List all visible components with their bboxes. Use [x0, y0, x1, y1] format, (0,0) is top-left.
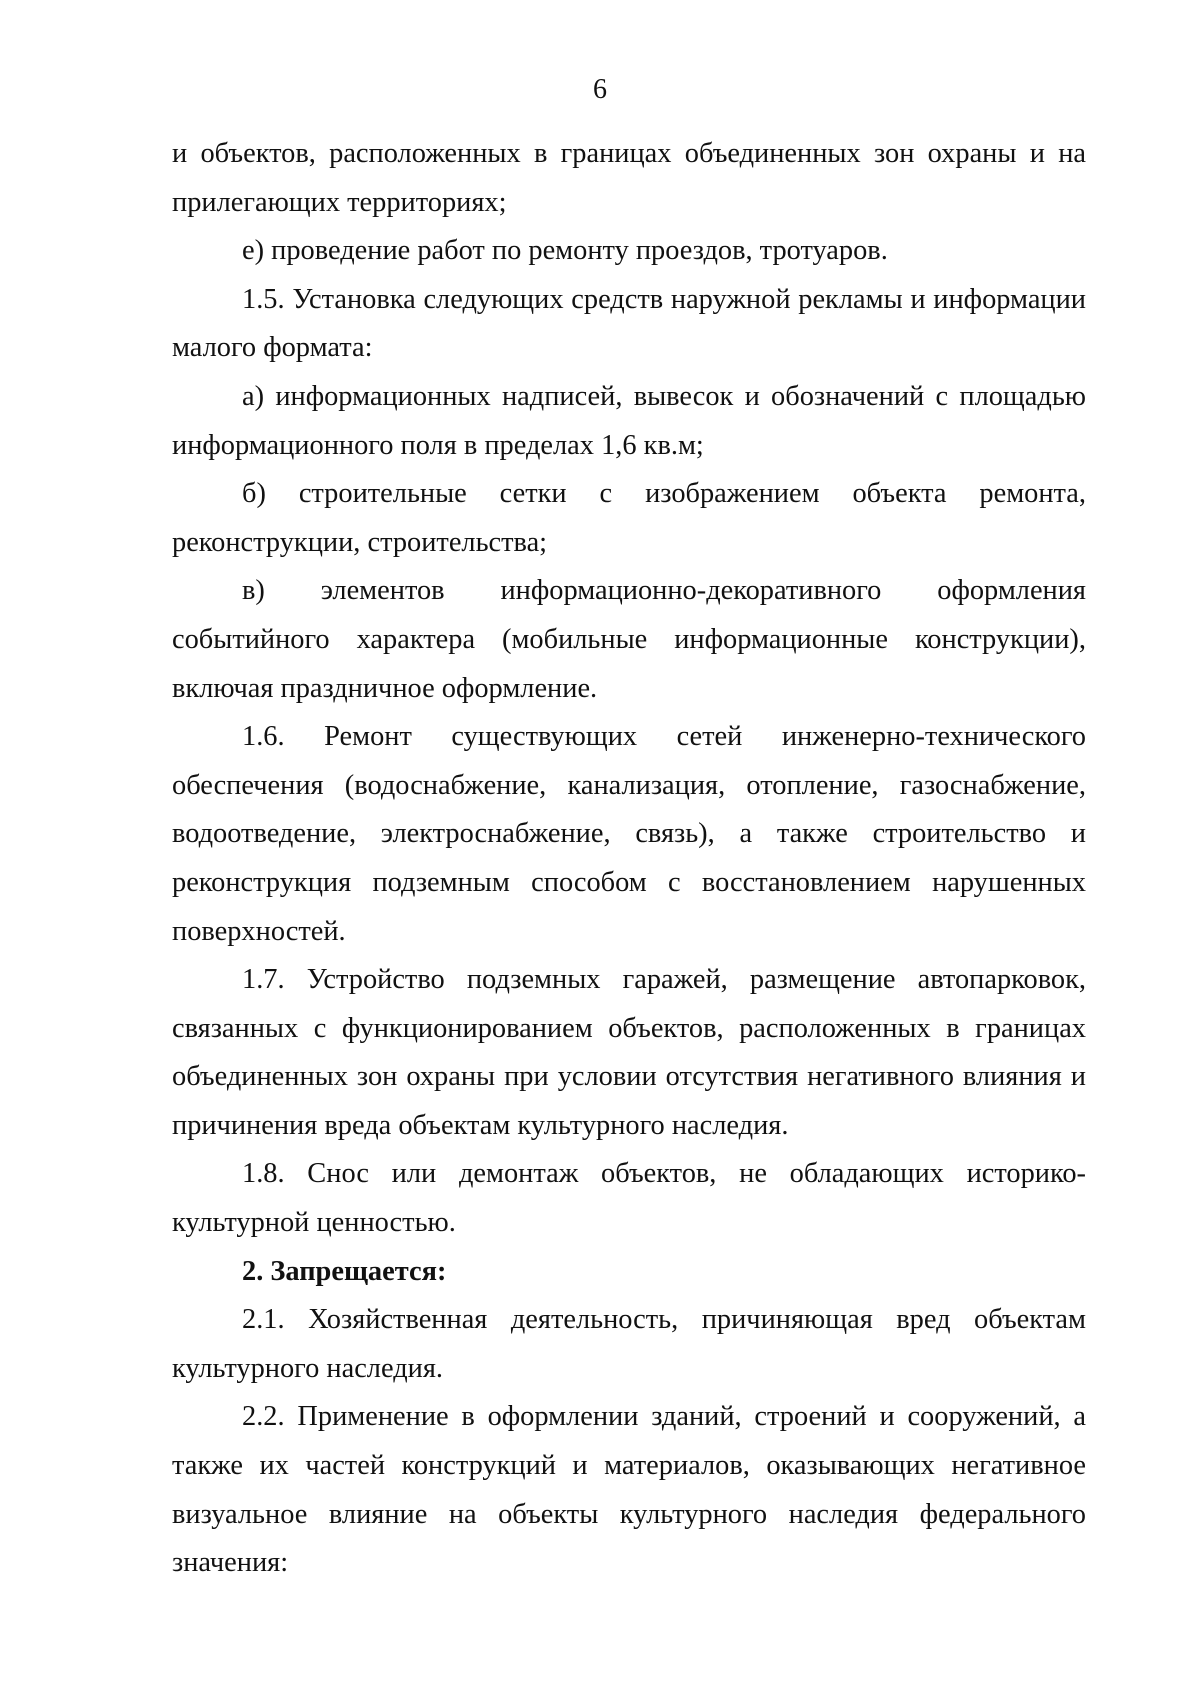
document-body — [172, 130, 1086, 1588]
paragraph-1-5: 1.5. Установка следующих средств наружной рекламы и информации малого формата: — [172, 283, 1086, 364]
paragraph-item-v: в) элементов информационно-декоративного оформления событийного характера (мобильные информационные конструкции), включая праздничное оформление. — [172, 575, 1086, 704]
paragraph-item-b: б) строительные сетки с изображением объекта ремонта, реконструкции, строительства; — [172, 478, 1086, 558]
section-heading-prohibited: 2. Запрещается: — [242, 1255, 447, 1287]
paragraph-item-a: а) информационных надписей, вывесок и обозначений с площадью информационного поля в пределах 1,6 кв.м; — [172, 380, 1086, 461]
paragraph-1-8: 1.8. Снос или демонтаж объектов, не обладающих историко-культурной ценностью. — [172, 1158, 1086, 1239]
page-number: 6 — [593, 74, 607, 105]
paragraph-1-7: 1.7. Устройство подземных гаражей, размещение автопарковок, связанных с функционированием объектов, расположенных в границах объединенных зон охраны при условии отсутствия негативного влияния и причинения вреда объектам культурного наследия. — [172, 964, 1086, 1141]
paragraph-2-2: 2.2. Применение в оформлении зданий, строений и сооружений, а также их частей конструкций и материалов, оказывающих негативное визуальное влияние на объекты культурного наследия федерального значения: — [172, 1401, 1086, 1579]
paragraph-1-6: 1.6. Ремонт существующих сетей инженерно-технического обеспечения (водоснабжение, канализация, отопление, газоснабжение, водоотведение, электроснабжение, связь), а также строительство и реконструкция подземным способом с восстановлением нарушенных поверхностей. — [172, 721, 1086, 947]
paragraph-item-e: е) проведение работ по ремонту проездов, тротуаров. — [242, 235, 888, 267]
paragraph-2-1: 2.1. Хозяйственная деятельность, причиняющая вред объектам культурного наследия. — [172, 1304, 1086, 1384]
paragraph-continuation: и объектов, расположенных в границах объединенных зон охраны и на прилегающих территориях; — [172, 138, 1086, 218]
